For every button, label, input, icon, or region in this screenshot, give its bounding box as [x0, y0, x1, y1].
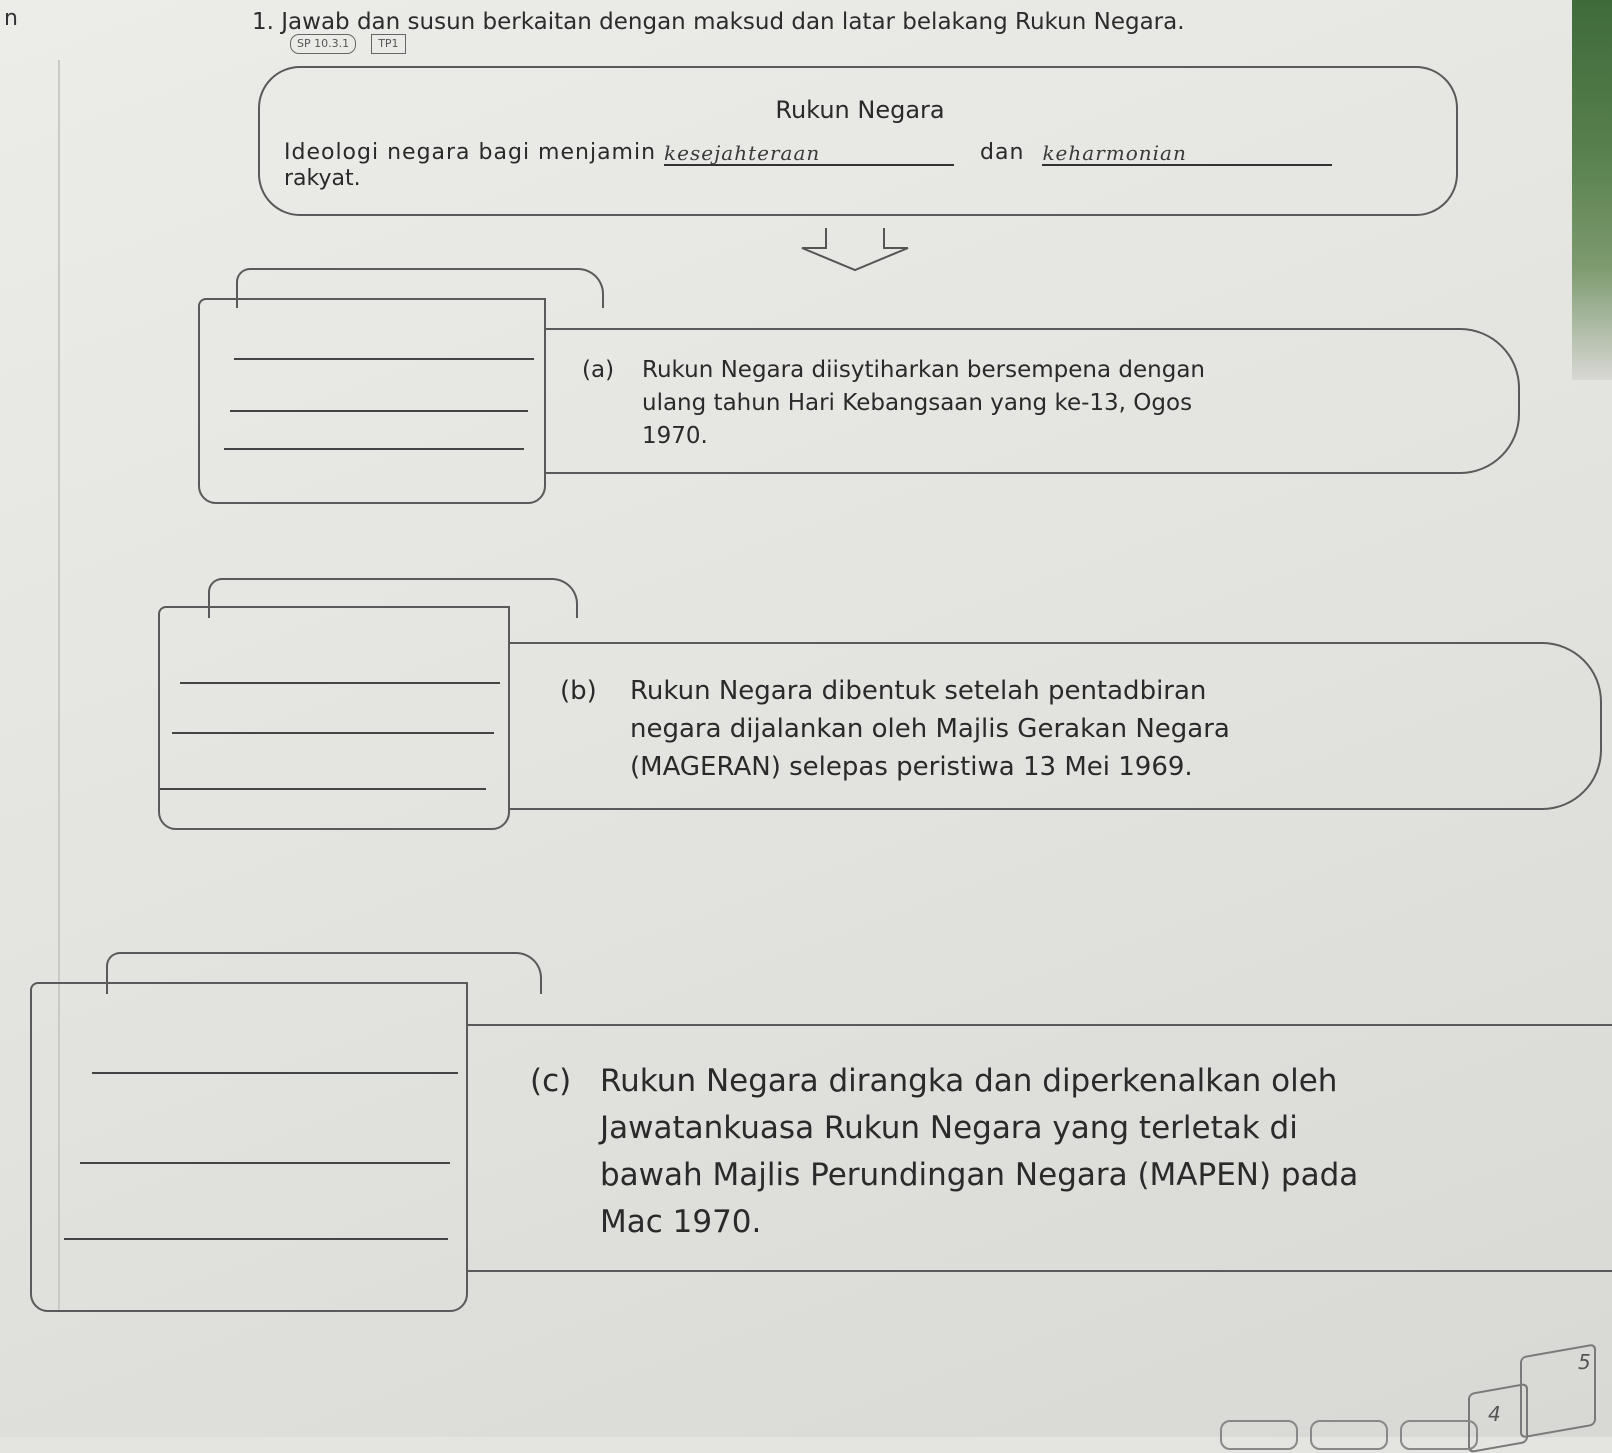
answer-card-a [198, 298, 546, 504]
description-a [582, 354, 1502, 453]
answer-blank-2[interactable] [1042, 140, 1332, 166]
question-instruction: Jawab dan susun berkaitan dengan maksud dan latar belakang Rukun Negara. [281, 9, 1185, 35]
description-line: (MAGERAN) selepas peristiwa 13 Mei 1969. [630, 752, 1193, 782]
write-line[interactable] [180, 682, 500, 684]
skill-badges [290, 32, 416, 54]
corner-mark: n [4, 6, 18, 31]
description-line: Jawatankuasa Rukun Negara yang terletak di [600, 1110, 1298, 1146]
bottom-tick-box[interactable] [1310, 1420, 1388, 1450]
description-line: Mac 1970. [600, 1204, 762, 1240]
write-line[interactable] [234, 358, 534, 360]
answer-card-c [30, 982, 468, 1312]
bottom-tick-box[interactable] [1400, 1420, 1478, 1450]
item-label-a: (a) [582, 357, 615, 383]
write-line[interactable] [64, 1238, 448, 1240]
write-line[interactable] [92, 1072, 458, 1074]
description-line: Rukun Negara diisytiharkan bersempena dengan [642, 357, 1205, 383]
handwritten-answer-2: keharmonian [1042, 141, 1187, 165]
definition-start: Ideologi negara bagi menjamin [284, 140, 657, 165]
score-number-small: 4 [1488, 1402, 1501, 1426]
rukun-negara-box [258, 66, 1458, 216]
description-line: Rukun Negara dirangka dan diperkenalkan oleh [600, 1063, 1338, 1099]
description-line: bawah Majlis Perundingan Negara (MAPEN) pada [600, 1157, 1359, 1193]
write-line[interactable] [230, 410, 528, 412]
description-line: Rukun Negara dibentuk setelah pentadbiran [630, 676, 1207, 706]
answer-blank-1[interactable] [664, 140, 954, 166]
answer-card-b [158, 606, 510, 830]
tp-badge: TP1 [371, 34, 405, 54]
description-line: ulang tahun Hari Kebangsaan yang ke-13, Ogos [642, 390, 1193, 416]
item-label-b: (b) [560, 676, 597, 706]
write-line[interactable] [80, 1162, 450, 1164]
score-number-large: 5 [1578, 1350, 1591, 1374]
connector-word: dan [980, 140, 1025, 165]
description-line: negara dijalankan oleh Majlis Gerakan Negara [630, 714, 1230, 744]
bottom-tick-box[interactable] [1220, 1420, 1298, 1450]
question-number: 1. [252, 9, 274, 35]
description-line: 1970. [642, 423, 708, 449]
write-line[interactable] [160, 788, 486, 790]
down-arrow-icon [800, 226, 910, 274]
definition-line [284, 140, 1332, 166]
write-line[interactable] [172, 732, 494, 734]
description-c [530, 1058, 1612, 1246]
sp-badge: SP 10.3.1 [290, 34, 356, 54]
description-b [560, 672, 1590, 786]
definition-end: rakyat. [284, 166, 361, 191]
box-title: Rukun Negara [775, 96, 945, 124]
handwritten-answer-1: kesejahteraan [664, 141, 821, 165]
write-line[interactable] [224, 448, 524, 450]
background-plant [1572, 0, 1612, 380]
question-text [252, 8, 1482, 36]
item-label-c: (c) [530, 1063, 572, 1099]
